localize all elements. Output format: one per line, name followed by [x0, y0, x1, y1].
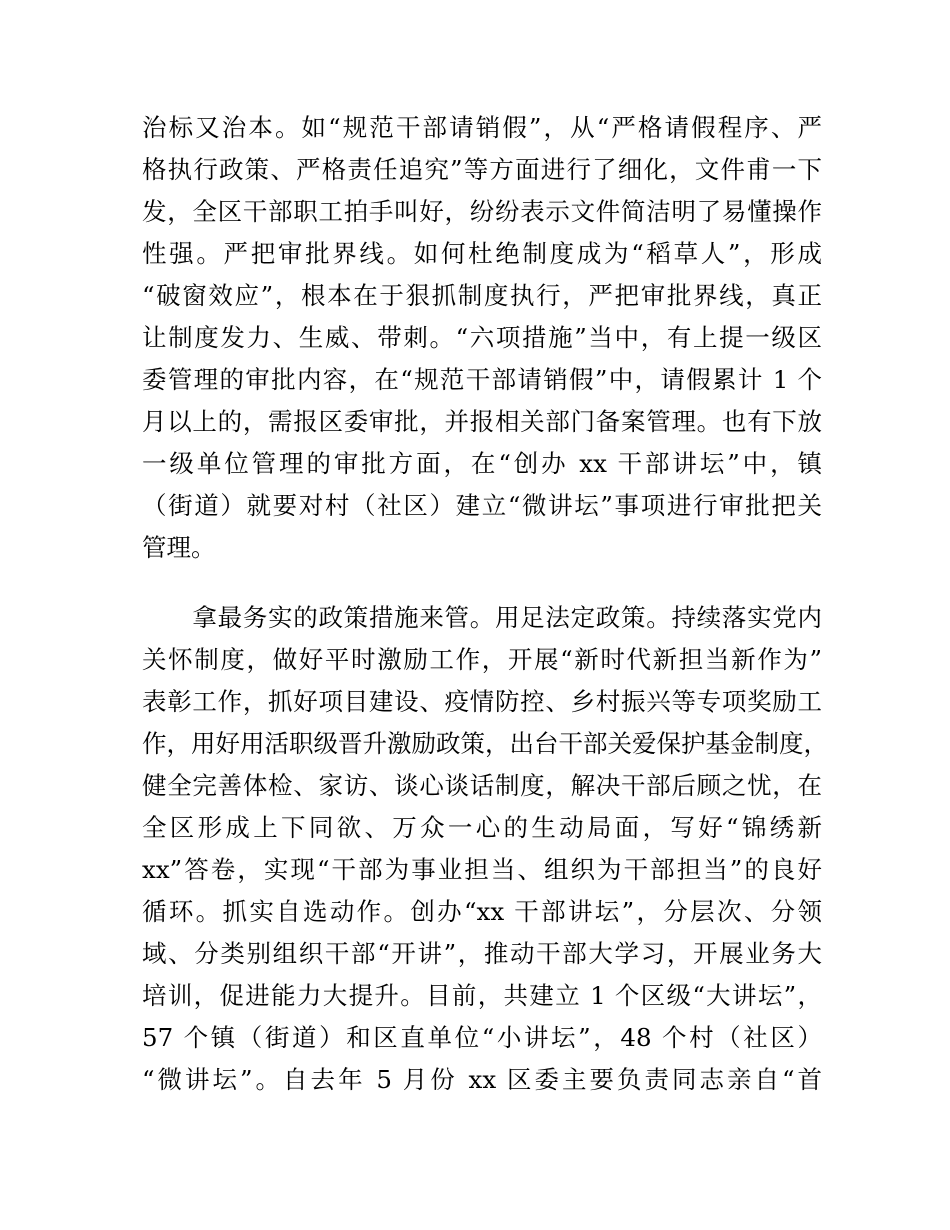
text-line: 让制度发力、生威、带刺。“六项措施”当中，有上提一级区 [142, 323, 822, 352]
text-line: 培训，促进能力大提升。目前，共建立 1 个区级“大讲坛”， [142, 981, 822, 1010]
text-line: （街道）就要对村（社区）建立“微讲坛”事项进行审批把关 [142, 491, 822, 520]
text-line: xx”答卷，实现“干部为事业担当、组织为干部担当”的良好 [142, 855, 822, 884]
text-line: 表彰工作，抓好项目建设、疫情防控、乡村振兴等专项奖励工 [142, 687, 822, 716]
text-line: 全区形成上下同欲、万众一心的生动局面，写好“锦绣新 [142, 813, 822, 842]
text-line: 发，全区干部职工拍手叫好，纷纷表示文件简洁明了易懂操作 [142, 197, 822, 226]
text-line: “破窗效应”，根本在于狠抓制度执行，严把审批界线，真正 [142, 281, 822, 310]
text-line: “微讲坛”。自去年 5 月份 xx 区委主要负责同志亲自“首 [142, 1065, 822, 1094]
text-line: 拿最务实的政策措施来管。用足法定政策。持续落实党内 [142, 603, 822, 632]
text-line: 作，用好用活职级晋升激励政策，出台干部关爱保护基金制度， [142, 729, 828, 758]
text-line: 性强。严把审批界线。如何杜绝制度成为“稻草人”，形成 [142, 239, 822, 268]
text-line: 管理。 [142, 533, 216, 562]
text-line: 治标又治本。如“规范干部请销假”，从“严格请假程序、严 [142, 113, 822, 142]
text-line: 月以上的，需报区委审批，并报相关部门备案管理。也有下放 [142, 407, 822, 436]
text-line: 域、分类别组织干部“开讲”，推动干部大学习，开展业务大 [142, 939, 822, 968]
text-line: 格执行政策、严格责任追究”等方面进行了细化，文件甫一下 [142, 155, 822, 184]
text-line: 委管理的审批内容，在“规范干部请销假”中，请假累计 1 个 [142, 365, 822, 394]
text-line: 循环。抓实自选动作。创办“xx 干部讲坛”，分层次、分领 [142, 897, 822, 926]
text-line: 57 个镇（街道）和区直单位“小讲坛”，48 个村（社区） [142, 1023, 822, 1052]
text-line: 关怀制度，做好平时激励工作，开展“新时代新担当新作为” [142, 645, 822, 674]
text-line: 一级单位管理的审批方面，在“创办 xx 干部讲坛”中，镇 [142, 449, 822, 478]
text-line: 健全完善体检、家访、谈心谈话制度，解决干部后顾之忧，在 [142, 771, 822, 800]
